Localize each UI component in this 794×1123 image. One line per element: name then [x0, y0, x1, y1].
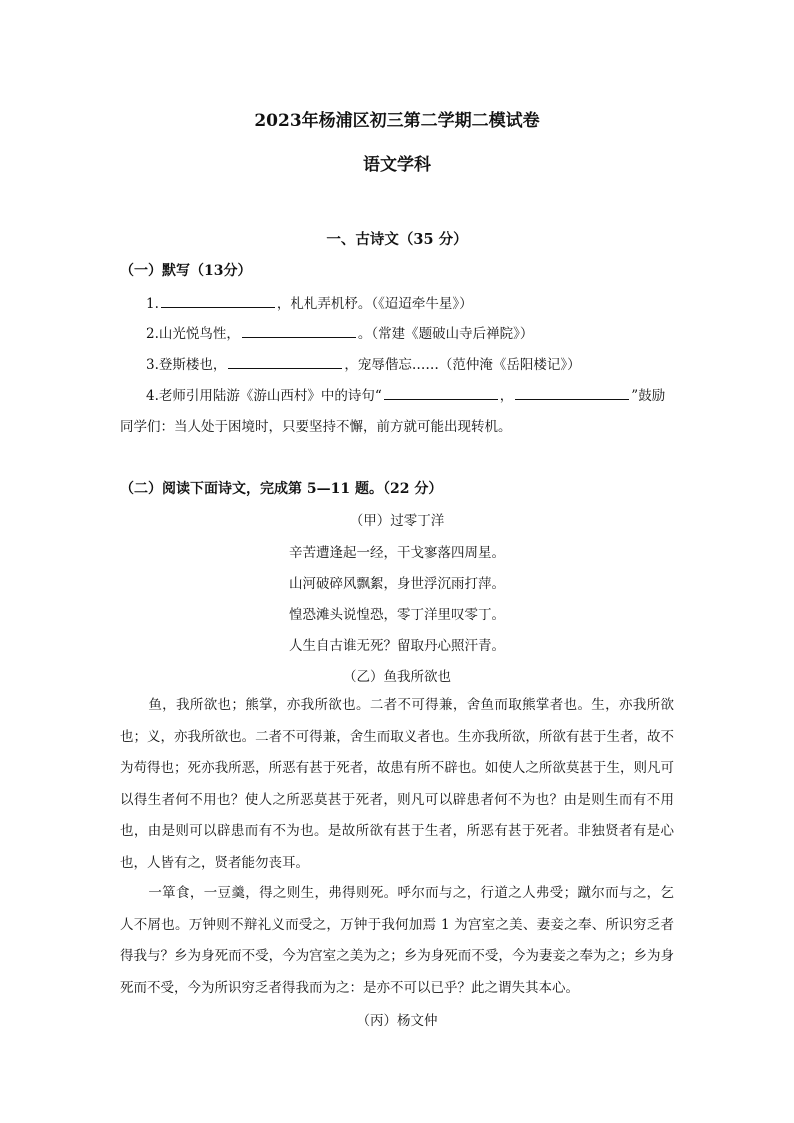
answer-blank[interactable]: [515, 385, 629, 400]
essay-paragraph-1: [120, 690, 674, 879]
q2-text-end: 。（常建《题破山寺后禅院》）: [357, 326, 534, 342]
q3-text-start: 3.登斯楼也，: [146, 357, 227, 373]
exam-title: 2023年杨浦区初三第二学期二模试卷: [254, 111, 540, 131]
part1-heading: （一）默写（13分）: [120, 263, 252, 279]
essay-yi-title: （乙）鱼我所欲也: [343, 669, 451, 685]
poem-jia-title: （甲）过零丁洋: [349, 513, 445, 529]
q1-number: 1.: [146, 296, 159, 312]
q4-text-start: 4.老师引用陆游《游山西村》中的诗句“: [146, 388, 382, 404]
question-2: [146, 322, 533, 342]
essay-bing-title: （丙）杨文仲: [356, 1013, 438, 1029]
question-3: [146, 353, 581, 373]
paragraph-text: 鱼，我所欲也；熊掌，亦我所欲也。二者不可得兼，舍鱼而取熊掌者也。生，亦我所欲也；义，亦我所欲也。二者不可得兼，舍生而取义者也。生亦我所欲，所欲有甚于生者，故不为苟得也；死亦我所恶，所恶有甚于死者，故患有所不辟也。如使人之所欲莫甚于生，则凡可以得生者何不用也？使人之所恶莫甚于死者，则凡可以辟患者何不为也？由是则生而有不用也，由是则可以辟患而有不为也。是故所欲有甚于生者，所恶有甚于死者。非独贤者有是心也，人皆有之，贤者能勿丧耳。: [120, 697, 674, 871]
q4-text-mid: ，: [499, 388, 514, 404]
answer-blank[interactable]: [161, 293, 275, 308]
essay-paragraph-2: [120, 878, 674, 1004]
q3-text-end: ，宠辱偕忘……（范仲淹《岳阳楼记》）: [344, 357, 581, 373]
poem-line: 辛苦遭逢起一经，干戈寥落四周星。: [289, 545, 505, 561]
answer-blank[interactable]: [242, 323, 356, 338]
q1-text: ，札札弄机杼。（《迢迢牵牛星》）: [276, 296, 473, 312]
paragraph-text: 一箪食，一豆羹，得之则生，弗得则死。呼尔而与之，行道之人弗受；蹴尔而与之，乞人不屑也。万钟则不辩礼义而受之，万钟于我何加焉 1 为宫室之美、妻妾之奉、所识穷乏者得我与？乡为身死而不受，今为宫室之美为之；乡为身死而不受，今为妻妾之奉为之；乡为身死而不受，今为所识穷乏者得我而为之：是亦不可以已乎？此之谓失其本心。: [120, 885, 674, 996]
question-4: [146, 384, 665, 404]
q2-text-start: 2.山光悦鸟性，: [146, 326, 240, 342]
subject-title: 语文学科: [363, 155, 431, 175]
answer-blank[interactable]: [384, 385, 498, 400]
poem-line: 惶恐滩头说惶恐，零丁洋里叹零丁。: [289, 607, 505, 623]
poem-line: 人生自古谁无死？留取丹心照汗青。: [289, 638, 505, 654]
question-4-continued: 同学们：当人处于困境时，只要坚持不懈，前方就可能出现转机。: [120, 419, 512, 435]
poem-line: 山河破碎风飘絮，身世浮沉雨打萍。: [289, 576, 505, 592]
answer-blank[interactable]: [228, 354, 342, 369]
question-1: [146, 292, 473, 312]
section-heading: 一、古诗文（35 分）: [326, 231, 468, 248]
q4-text-end: ”鼓励: [631, 388, 666, 404]
part2-heading: （二）阅读下面诗文，完成第 5—11 题。（22 分）: [120, 481, 443, 497]
